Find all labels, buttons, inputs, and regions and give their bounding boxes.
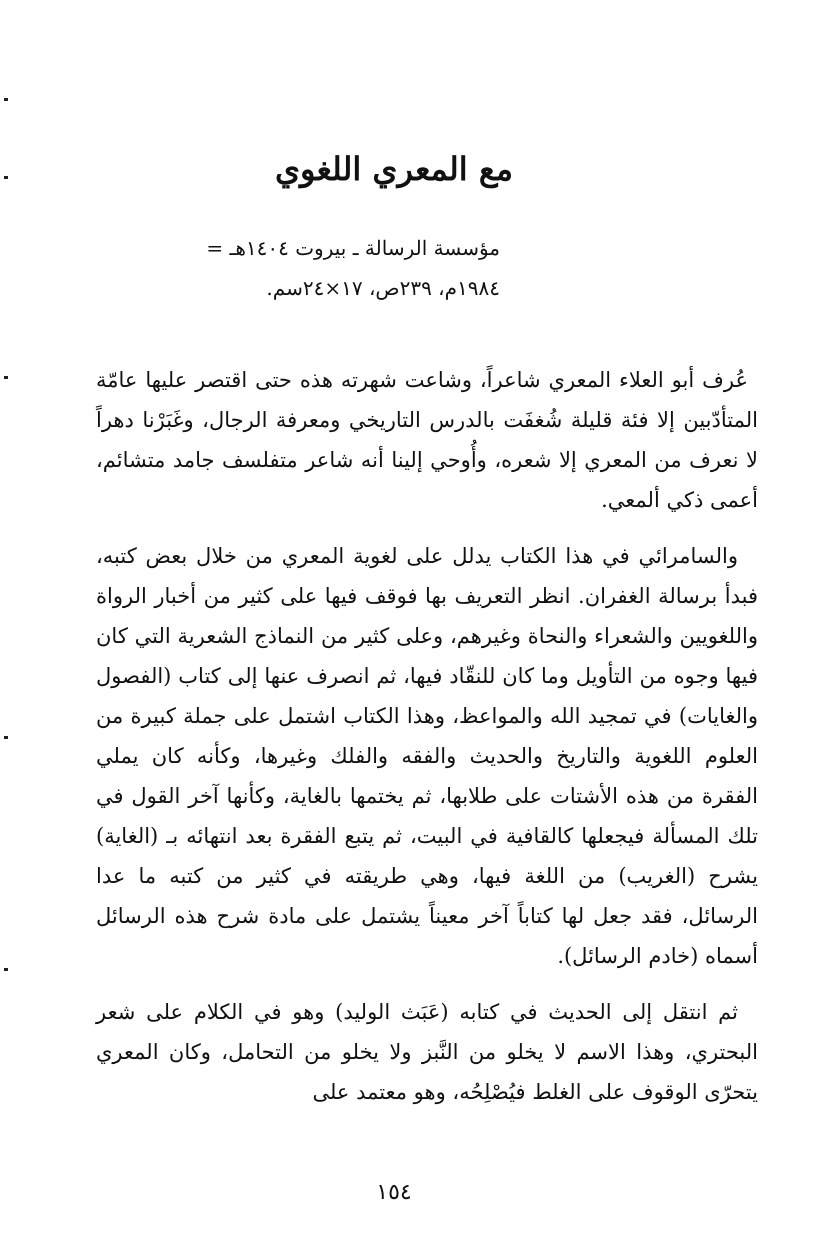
- margin-mark: [4, 376, 8, 379]
- paragraph: عُرف أبو العلاء المعري شاعراً، وشاعت شهرته هذه حتى اقتصر عليها عامّة المتأدّبين إلا فئة قليلة شُغفَت بالدرس التاريخي ومعرفة الرجال، وغَبَرْنا دهراً لا نعرف من المعري إلا شعره، وأُوحي إلينا أنه شاعر متفلسف جامد متشائم، أعمى ذكي ألمعي.: [96, 368, 758, 512]
- body-text: [96, 360, 758, 1128]
- citation-line: مؤسسة الرسالة ـ بيروت ١٤٠٤هـ =: [206, 236, 500, 260]
- margin-mark: [4, 98, 8, 101]
- paragraph: والسامرائي في هذا الكتاب يدلل على لغوية المعري من خلال بعض كتبه، فبدأ برسالة الغفران. انظر التعريف بها فوقف فيها على كثير من أخبار الرواة واللغويين والشعراء والنحاة وغيرهم، وعلى كثير من النماذج الشعرية التي كان فيها وجوه من التأويل وما كان للنقّاد فيها، ثم انصرف عنها إلى كتاب (الفصول والغايات) في تمجيد الله والمواعظ، وهذا الكتاب اشتمل على جملة كبيرة من العلوم اللغوية والتاريخ والحديث والفقه والفلك وغيرها، وكأنه كان يملي الفقرة من هذه الأشتات على طلابها، ثم يختمها بالغاية، وكأنها آخر القول في تلك المسألة فيجعلها كالقافية في البيت، ثم يتبع الفقرة بعد انتهائه بـ (الغاية) يشرح (الغريب) من اللغة فيها، وهي طريقته في كثير من كتبه ما عدا الرسائل، فقد جعل لها كتاباً آخر معيناً يشتمل على مادة شرح هذه الرسائل أسماه (خادم الرسائل).: [96, 544, 758, 968]
- citation-block: [170, 228, 500, 308]
- margin-mark: [4, 968, 8, 971]
- paragraph: ثم انتقل إلى الحديث في كتابه (عَبَث الوليد) وهو في الكلام على شعر البحتري، وهذا الاسم لا يخلو من النَّبز ولا يخلو من التحامل، وكان المعري يتحرّى الوقوف على الغلط فيُصْلِحُه، وهو معتمد على: [96, 1000, 758, 1104]
- citation-line: ١٩٨٤م، ٢٣٩ص، ١٧×٢٤سم.: [266, 276, 500, 300]
- page-number: ١٥٤: [376, 1180, 412, 1205]
- page-title: مع المعري اللغوي: [275, 150, 513, 188]
- margin-mark: [4, 736, 8, 739]
